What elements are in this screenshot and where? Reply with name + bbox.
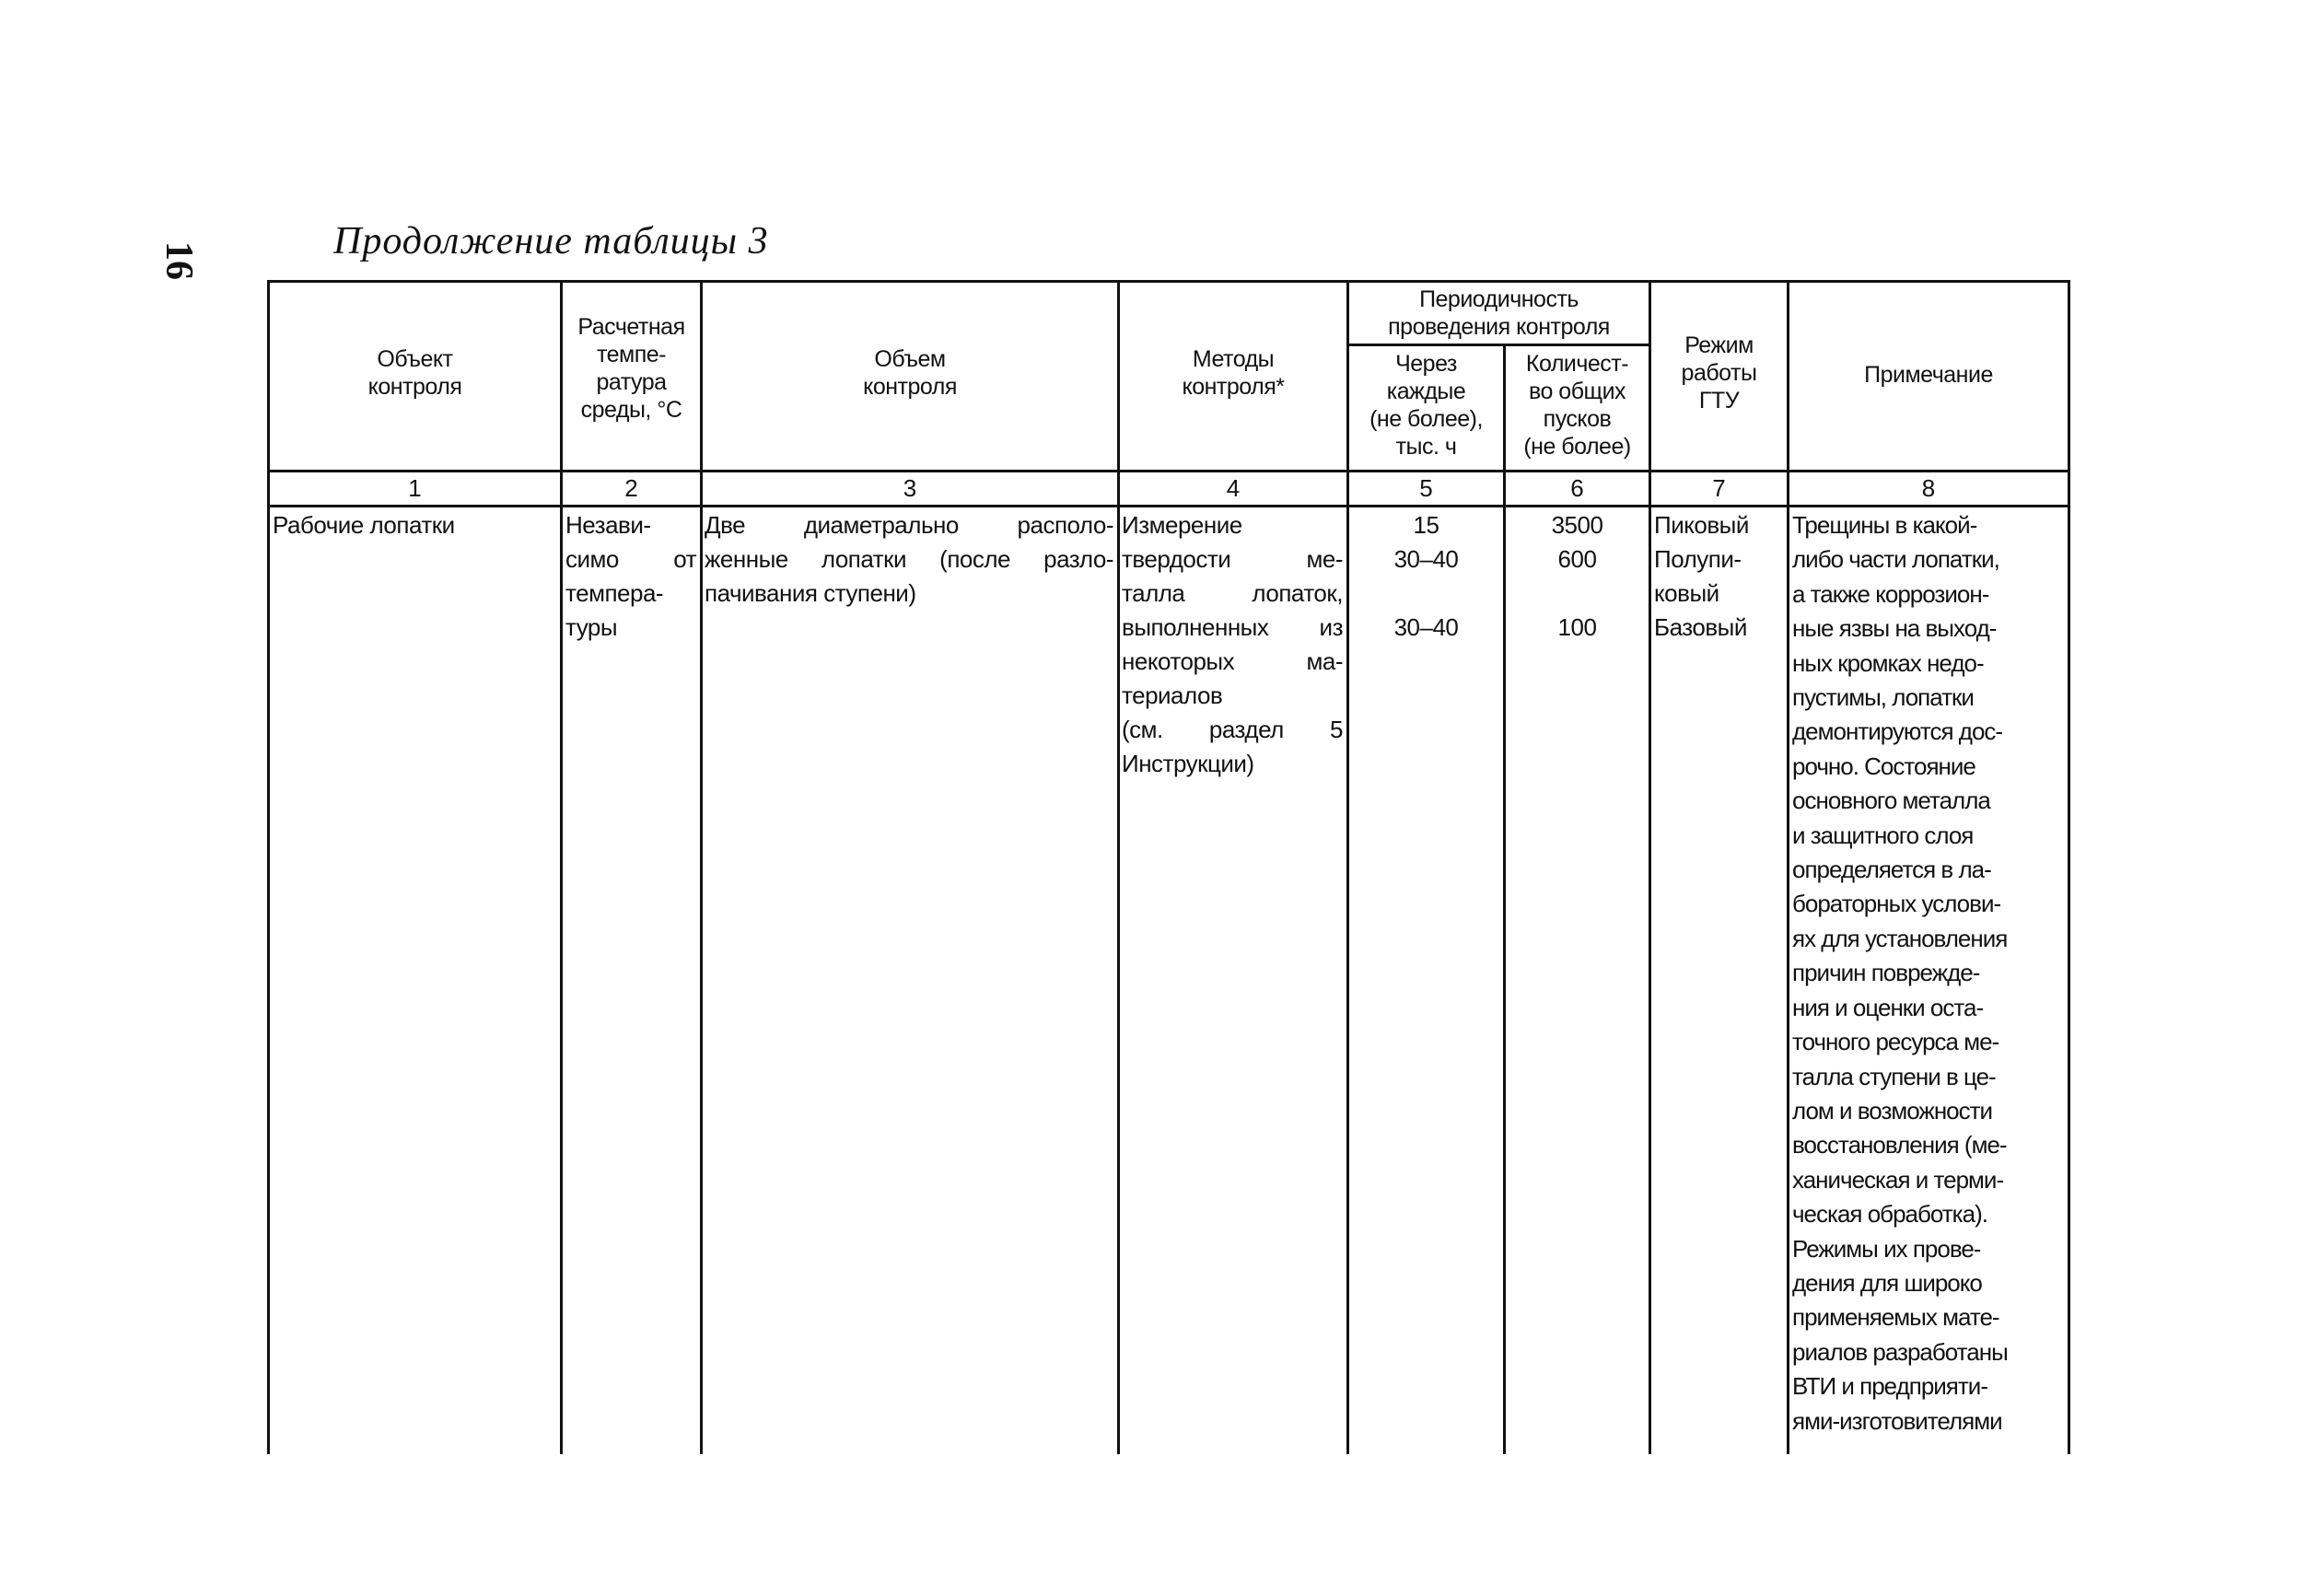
cell-volume [705, 508, 1113, 611]
volume-line: женные лопатки (после разло- [705, 545, 1113, 573]
periodicity-divider [1346, 344, 1649, 346]
column-number-7: 7 [1712, 474, 1726, 502]
starts-value: 600 [1557, 545, 1597, 573]
interval-value: 30–40 [1393, 613, 1459, 641]
interval-spacer [1349, 577, 1503, 611]
column-number-5: 5 [1419, 474, 1433, 502]
header-starts: Количест- во общих пусков (не более) [1523, 351, 1631, 460]
starts-value: 100 [1557, 613, 1597, 641]
column-divider-3 [1117, 280, 1120, 1454]
header-mode: Режим работы ГТУ [1681, 332, 1757, 414]
cell-interval [1349, 508, 1503, 645]
methods-line: териалов [1122, 682, 1223, 709]
temperature-line: темпера- [565, 579, 664, 607]
table-caption: Продолжение таблицы 3 [333, 220, 769, 262]
column-number-4: 4 [1226, 474, 1241, 502]
page-number: 16 [157, 241, 200, 280]
header-object: Объект контроля [367, 346, 462, 400]
starts-value: 3500 [1551, 511, 1603, 539]
methods-line: твердости ме- [1122, 545, 1343, 573]
column-divider-7 [1787, 280, 1789, 1454]
column-number-1: 1 [408, 474, 422, 502]
column-number-2: 2 [624, 474, 638, 502]
interval-value: 30–40 [1393, 545, 1459, 573]
interval-value: 15 [1413, 511, 1439, 539]
mode-line: ковый [1654, 579, 1719, 607]
column-number-6: 6 [1570, 474, 1584, 502]
methods-line: выполненных из [1122, 613, 1343, 641]
table-left-border [267, 280, 270, 1454]
column-divider-1 [560, 280, 563, 1454]
cell-methods [1122, 508, 1343, 781]
methods-line: Инструкции) [1122, 750, 1254, 777]
table-right-border [2068, 280, 2070, 1454]
header-periodicity: Периодичность проведения контроля [1388, 286, 1610, 340]
volume-line: пачивания ступени) [705, 579, 916, 607]
starts-spacer [1506, 577, 1649, 611]
methods-line: Измерение [1122, 511, 1242, 539]
header-methods: Методы контроля* [1182, 346, 1285, 400]
column-number-8: 8 [1921, 474, 1936, 502]
header-note: Примечание [1864, 362, 1993, 388]
volume-line: Две диаметрально располо- [705, 511, 1113, 539]
table-top-border [267, 280, 2070, 283]
temperature-line: симо от [565, 545, 696, 573]
cell-starts [1506, 508, 1649, 645]
cell-note: Трещины в какой- либо части лопатки, а также коррозион- ные язвы на выход- ных кромках недо- пустимы, лопатки демонтируются дос- рочно. Состояние основного металла и защитного слоя определяется в ла- бораторных услови- ях для установления причин поврежде- ния и оценки оста- точного ресурса ме- талла ступени в це- лом и возможности восстановления (ме- ханическая и терми- ческая обработка). Режимы их прове- дения для широко применяемых мате- риалов разработаны ВТИ и предприяти- ями-изготовителями [1792, 511, 2008, 1435]
header-interval: Через каждые (не более), тыс. ч [1369, 351, 1483, 460]
cell-temperature [565, 508, 696, 645]
methods-line: талла лопаток, [1122, 579, 1343, 607]
methods-line: некоторых ма- [1122, 647, 1343, 675]
mode-line: Базовый [1654, 613, 1747, 641]
cell-mode [1654, 508, 1785, 645]
header-bottom-border [267, 470, 2070, 472]
temperature-line: Незави- [565, 511, 651, 539]
header-temperature: Расчетная темпе- ратура среды, °С [577, 314, 685, 423]
column-number-3: 3 [903, 474, 917, 502]
column-divider-2 [700, 280, 703, 1454]
column-numbers-bottom-border [267, 505, 2070, 507]
header-volume: Объем контроля [863, 346, 957, 400]
temperature-line: туры [565, 613, 618, 641]
mode-line: Полупи- [1654, 545, 1742, 573]
mode-line: Пиковый [1654, 511, 1749, 539]
cell-object: Рабочие лопатки [273, 511, 455, 539]
column-divider-6 [1649, 280, 1651, 1454]
methods-line: (см. раздел 5 [1122, 716, 1343, 743]
